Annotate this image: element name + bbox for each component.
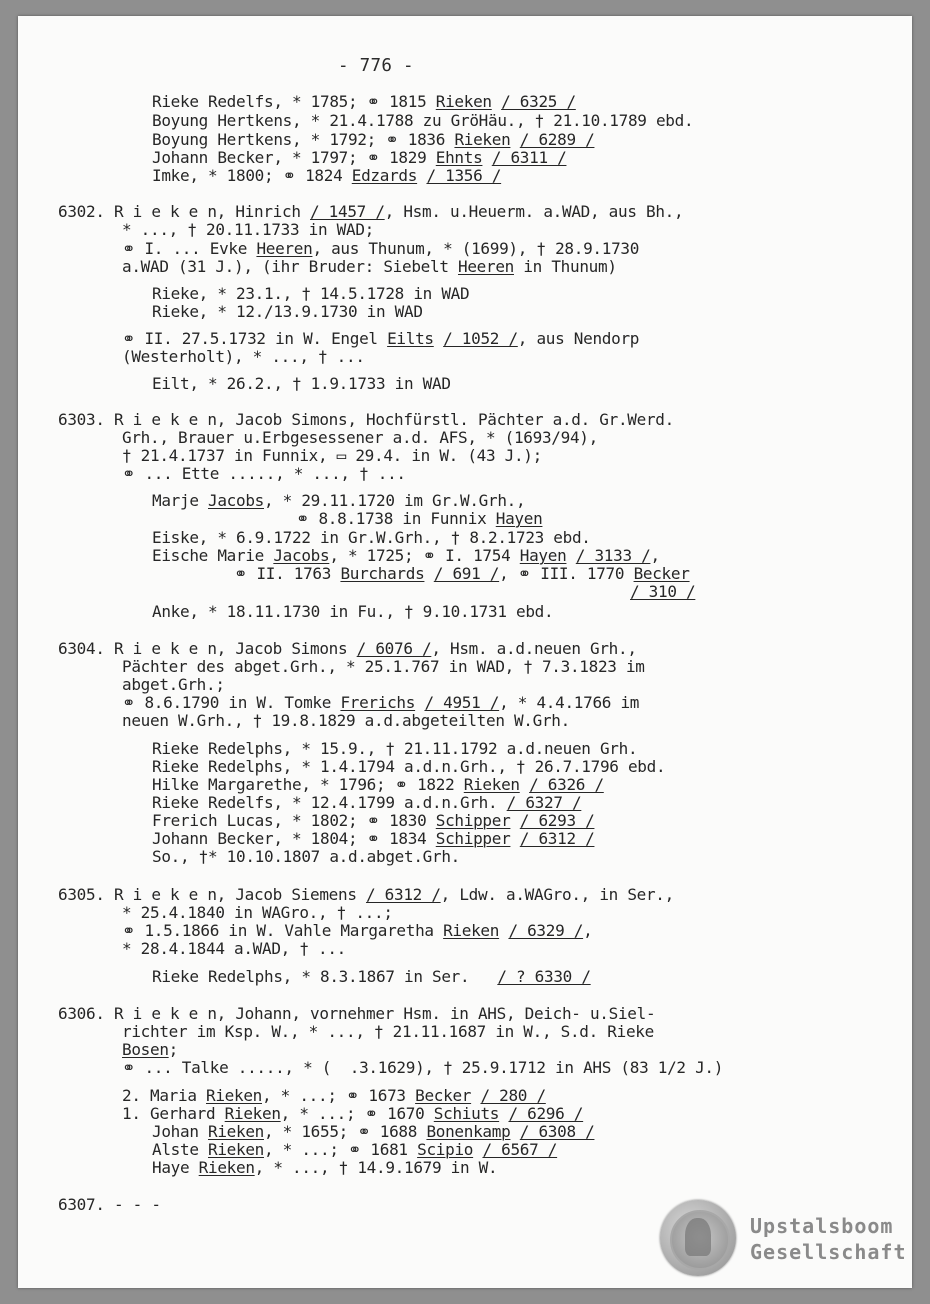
underlined-reference: / 6326 / bbox=[529, 775, 604, 794]
text-line bbox=[122, 694, 639, 712]
text-line bbox=[122, 1059, 723, 1077]
text-line bbox=[152, 93, 576, 111]
underlined-reference: / 6329 / bbox=[508, 921, 584, 940]
underlined-reference: / 691 / bbox=[433, 564, 500, 583]
text-run: Johann Becker, * 1797; ⚭ 1829 bbox=[152, 148, 436, 167]
text-line bbox=[122, 221, 374, 239]
text-run: Rieke Redelfs, * 12.4.1799 a.d.n.Grh. bbox=[152, 793, 507, 812]
underlined-reference: / 3133 / bbox=[575, 546, 651, 565]
text-run: a.WAD (31 J.), (ihr Bruder: Siebelt bbox=[122, 257, 458, 276]
underlined-reference: / 6312 / bbox=[365, 885, 441, 904]
text-run bbox=[482, 148, 491, 167]
text-line bbox=[58, 1196, 161, 1214]
text-line bbox=[122, 429, 598, 447]
underlined-reference: Rieken bbox=[208, 1140, 264, 1159]
text-line bbox=[152, 740, 637, 758]
text-run bbox=[510, 829, 519, 848]
text-line bbox=[58, 640, 637, 658]
underlined-reference: / ? 6330 / bbox=[497, 967, 591, 986]
text-line bbox=[122, 258, 617, 276]
text-run: Pächter des abget.Grh., * 25.1.767 in WAD, † 7.3.1823 im bbox=[122, 657, 645, 676]
text-run: Eiske, * 6.9.1722 in Gr.W.Grh., † 8.2.1723 ebd. bbox=[152, 528, 591, 547]
text-run: ; bbox=[168, 1040, 179, 1059]
text-run: 6302. R i e k e n, Hinrich bbox=[58, 202, 310, 221]
text-run bbox=[520, 775, 529, 794]
text-line bbox=[122, 1087, 546, 1105]
text-run: 6305. R i e k e n, Jacob Siemens bbox=[58, 885, 366, 904]
text-line bbox=[152, 303, 423, 321]
underlined-reference: / 4951 / bbox=[424, 693, 500, 712]
text-line bbox=[122, 348, 365, 366]
text-run: , aus Thunum, * (1699), † 28.9.1730 bbox=[312, 239, 640, 258]
underlined-reference: Becker bbox=[633, 564, 690, 583]
underlined-reference: Jacobs bbox=[273, 546, 330, 565]
text-run: Rieke, * 23.1., † 14.5.1728 in WAD bbox=[152, 284, 470, 303]
text-run: Boyung Hertkens, * 1792; ⚭ 1836 bbox=[152, 130, 455, 149]
text-run: Grh., Brauer u.Erbgesessener a.d. AFS, * (1693/94), bbox=[122, 428, 598, 447]
text-run: 6307. - - - bbox=[58, 1195, 161, 1214]
text-run: (Westerholt), * ..., † ... bbox=[122, 347, 365, 366]
underlined-reference: Rieken bbox=[224, 1104, 281, 1123]
text-run: † 21.4.1737 in Funnix, ▭ 29.4. in W. (43 J.); bbox=[122, 446, 542, 465]
text-run: , * ...; ⚭ 1673 bbox=[262, 1086, 416, 1105]
text-line bbox=[152, 794, 581, 812]
text-run: Rieke Redelphs, * 1.4.1794 a.d.n.Grh., † 26.7.1796 ebd. bbox=[152, 757, 666, 776]
text-line bbox=[152, 285, 469, 303]
text-line bbox=[152, 492, 525, 510]
text-run bbox=[566, 546, 575, 565]
underlined-reference: Scipio bbox=[417, 1140, 474, 1159]
text-line bbox=[122, 676, 225, 694]
underlined-reference: / 6308 / bbox=[519, 1122, 595, 1141]
text-line bbox=[122, 465, 406, 483]
text-run: , * 1725; ⚭ I. 1754 bbox=[329, 546, 520, 565]
text-run: Boyung Hertkens, * 21.4.1788 zu GröHäu., † 21.10.1789 ebd. bbox=[152, 111, 694, 130]
underlined-reference: Rieken bbox=[208, 1122, 264, 1141]
text-line bbox=[152, 547, 660, 565]
text-run bbox=[424, 564, 433, 583]
underlined-reference: Jacobs bbox=[208, 491, 264, 510]
text-line bbox=[122, 240, 639, 258]
text-run: , * ..., † 14.9.1679 in W. bbox=[254, 1158, 498, 1177]
underlined-reference: Edzards bbox=[351, 166, 418, 185]
text-line bbox=[152, 812, 594, 830]
text-line bbox=[296, 510, 542, 528]
text-run: , * 1655; ⚭ 1688 bbox=[264, 1122, 427, 1141]
text-line bbox=[152, 1123, 594, 1141]
text-run: 2. Maria bbox=[122, 1086, 206, 1105]
text-run: , Ldw. a.WAGro., in Ser., bbox=[440, 885, 674, 904]
underlined-reference: / 6296 / bbox=[508, 1104, 584, 1123]
underlined-reference: / 6293 / bbox=[519, 811, 595, 830]
underlined-reference: / 6567 / bbox=[482, 1140, 558, 1159]
text-run: richter im Ksp. W., * ..., † 21.11.1687 in W., S.d. Rieke bbox=[122, 1022, 654, 1041]
text-line bbox=[122, 1105, 583, 1123]
underlined-reference: Eilts bbox=[387, 329, 434, 348]
text-line bbox=[152, 375, 451, 393]
text-line bbox=[122, 658, 645, 676]
text-line bbox=[122, 1023, 654, 1041]
text-run: , * ...; ⚭ 1681 bbox=[264, 1140, 418, 1159]
text-run: So., †* 10.10.1807 a.d.abget.Grh. bbox=[152, 847, 460, 866]
underlined-reference: Hayen bbox=[495, 509, 543, 528]
text-run: ⚭ 1.5.1866 in W. Vahle Margaretha bbox=[122, 921, 444, 940]
underlined-reference: Rieken bbox=[454, 130, 511, 149]
page-number: - 776 - bbox=[338, 56, 414, 76]
text-run: , aus Nendorp bbox=[517, 329, 640, 348]
underlined-reference: Frerichs bbox=[340, 693, 416, 712]
text-line bbox=[152, 776, 604, 794]
text-line bbox=[58, 411, 674, 429]
underlined-reference: / 6076 / bbox=[356, 639, 432, 658]
underlined-reference: Heeren bbox=[457, 257, 514, 276]
text-run: ⚭ I. ... Evke bbox=[122, 239, 257, 258]
text-run: Eische Marie bbox=[152, 546, 274, 565]
underlined-reference: Schipper bbox=[435, 811, 511, 830]
text-line bbox=[152, 1159, 497, 1177]
text-run: 1. Gerhard bbox=[122, 1104, 225, 1123]
underlined-reference: / 1052 / bbox=[443, 329, 518, 348]
brand-name-line2: Gesellschaft bbox=[750, 1240, 907, 1264]
text-run: 6303. R i e k e n, Jacob Simons, Hochfürstl. Pächter a.d. Gr.Werd. bbox=[58, 410, 674, 429]
underlined-reference: / 6312 / bbox=[519, 829, 595, 848]
underlined-reference: Schiuts bbox=[433, 1104, 500, 1123]
text-run: Marje bbox=[152, 491, 208, 510]
text-line bbox=[122, 1041, 178, 1059]
underlined-reference: Ehnts bbox=[435, 148, 483, 167]
underlined-reference: Schipper bbox=[435, 829, 511, 848]
text-run: , bbox=[650, 546, 660, 565]
text-run: ⚭ II. 1763 bbox=[234, 564, 341, 583]
text-run: Rieke, * 12./13.9.1730 in WAD bbox=[152, 302, 423, 321]
text-line bbox=[234, 565, 690, 583]
text-line bbox=[152, 131, 594, 149]
brand-name-line1: Upstalsboom bbox=[750, 1214, 894, 1238]
text-run: ⚭ 8.8.1738 in Funnix bbox=[296, 509, 496, 528]
underlined-reference: Becker bbox=[415, 1086, 472, 1105]
text-run: , * 4.4.1766 im bbox=[499, 693, 640, 712]
underlined-reference: / 1356 / bbox=[426, 166, 502, 185]
underlined-reference: Rieken bbox=[443, 921, 500, 940]
text-run: ⚭ II. 27.5.1732 in W. Engel bbox=[122, 329, 388, 348]
text-line bbox=[122, 940, 346, 958]
text-run: Rieke Redelphs, * 15.9., † 21.11.1792 a.d.neuen Grh. bbox=[152, 739, 638, 758]
text-line bbox=[152, 1141, 557, 1159]
underlined-reference: Bosen bbox=[122, 1040, 169, 1059]
text-run: Rieke Redelphs, * 8.3.1867 in Ser. bbox=[152, 967, 498, 986]
underlined-reference: Burchards bbox=[340, 564, 425, 583]
text-run bbox=[510, 1122, 519, 1141]
underlined-reference: / 6327 / bbox=[506, 793, 582, 812]
text-line bbox=[152, 758, 665, 776]
text-run: Frerich Lucas, * 1802; ⚭ 1830 bbox=[152, 811, 436, 830]
text-line bbox=[122, 447, 542, 465]
text-run: Eilt, * 26.2., † 1.9.1733 in WAD bbox=[152, 374, 451, 393]
text-run: abget.Grh.; bbox=[122, 675, 225, 694]
text-line bbox=[152, 529, 591, 547]
underlined-reference: Rieken bbox=[206, 1086, 262, 1105]
underlined-reference: / 6289 / bbox=[519, 130, 595, 149]
text-run: Johan bbox=[152, 1122, 208, 1141]
text-line bbox=[152, 830, 594, 848]
text-line bbox=[58, 203, 683, 221]
text-run: Rieke Redelfs, * 1785; ⚭ 1815 bbox=[152, 92, 436, 111]
text-run bbox=[434, 329, 443, 348]
underlined-reference: Hayen bbox=[519, 546, 567, 565]
text-run: ⚭ ... Talke ....., * ( .3.1629), † 25.9.1712 in AHS (83 1/2 J.) bbox=[122, 1058, 724, 1077]
text-run: , ⚭ III. 1770 bbox=[499, 564, 634, 583]
text-line bbox=[58, 886, 674, 904]
text-run: , * 29.11.1720 im Gr.W.Grh., bbox=[264, 491, 526, 510]
text-run: ⚭ ... Ette ....., * ..., † ... bbox=[122, 464, 406, 483]
text-run: 6306. R i e k e n, Johann, vornehmer Hsm. in AHS, Deich- u.Siel- bbox=[58, 1004, 656, 1023]
underlined-reference: Rieken bbox=[198, 1158, 255, 1177]
text-line bbox=[122, 330, 639, 348]
text-line bbox=[630, 583, 695, 601]
text-run: 6304. R i e k e n, Jacob Simons bbox=[58, 639, 357, 658]
text-run: Alste bbox=[152, 1140, 208, 1159]
underlined-reference: Bonenkamp bbox=[426, 1122, 511, 1141]
text-line bbox=[152, 603, 553, 621]
document-page bbox=[18, 16, 912, 1288]
text-run bbox=[492, 92, 501, 111]
text-line bbox=[58, 1005, 655, 1023]
text-run: * ..., † 20.11.1733 in WAD; bbox=[122, 220, 374, 239]
underlined-reference: / 310 / bbox=[630, 582, 696, 601]
text-run bbox=[510, 811, 519, 830]
text-line bbox=[122, 712, 570, 730]
text-line bbox=[122, 922, 592, 940]
text-run: Haye bbox=[152, 1158, 199, 1177]
underlined-reference: / 1457 / bbox=[310, 202, 385, 221]
text-run: Hilke Margarethe, * 1796; ⚭ 1822 bbox=[152, 775, 464, 794]
text-run: , bbox=[583, 921, 593, 940]
text-line bbox=[152, 848, 460, 866]
text-line bbox=[152, 149, 566, 167]
text-run: , Hsm. u.Heuerm. a.WAD, aus Bh., bbox=[384, 202, 684, 221]
society-seal-icon bbox=[660, 1200, 736, 1276]
text-line bbox=[152, 968, 591, 986]
text-run: Imke, * 1800; ⚭ 1824 bbox=[152, 166, 352, 185]
text-run: ⚭ 8.6.1790 in W. Tomke bbox=[122, 693, 341, 712]
text-run: * 28.4.1844 a.WAD, † ... bbox=[122, 939, 346, 958]
text-run: Johann Becker, * 1804; ⚭ 1834 bbox=[152, 829, 436, 848]
text-run bbox=[510, 130, 519, 149]
text-run: in Thunum) bbox=[513, 257, 617, 276]
underlined-reference: Heeren bbox=[256, 239, 313, 258]
underlined-reference: / 6311 / bbox=[491, 148, 567, 167]
underlined-reference: / 6325 / bbox=[501, 92, 576, 111]
underlined-reference: Rieken bbox=[463, 775, 520, 794]
text-run: , * ...; ⚭ 1670 bbox=[280, 1104, 434, 1123]
underlined-reference: Rieken bbox=[435, 92, 492, 111]
underlined-reference: / 280 / bbox=[480, 1086, 546, 1105]
text-run: , Hsm. a.d.neuen Grh., bbox=[431, 639, 637, 658]
text-line bbox=[152, 167, 501, 185]
text-run: * 25.4.1840 in WAGro., † ...; bbox=[122, 903, 393, 922]
text-run: Anke, * 18.11.1730 in Fu., † 9.10.1731 ebd. bbox=[152, 602, 554, 621]
text-line bbox=[152, 112, 693, 130]
text-run: neuen W.Grh., † 19.8.1829 a.d.abgeteilten W.Grh. bbox=[122, 711, 570, 730]
text-line bbox=[122, 904, 393, 922]
